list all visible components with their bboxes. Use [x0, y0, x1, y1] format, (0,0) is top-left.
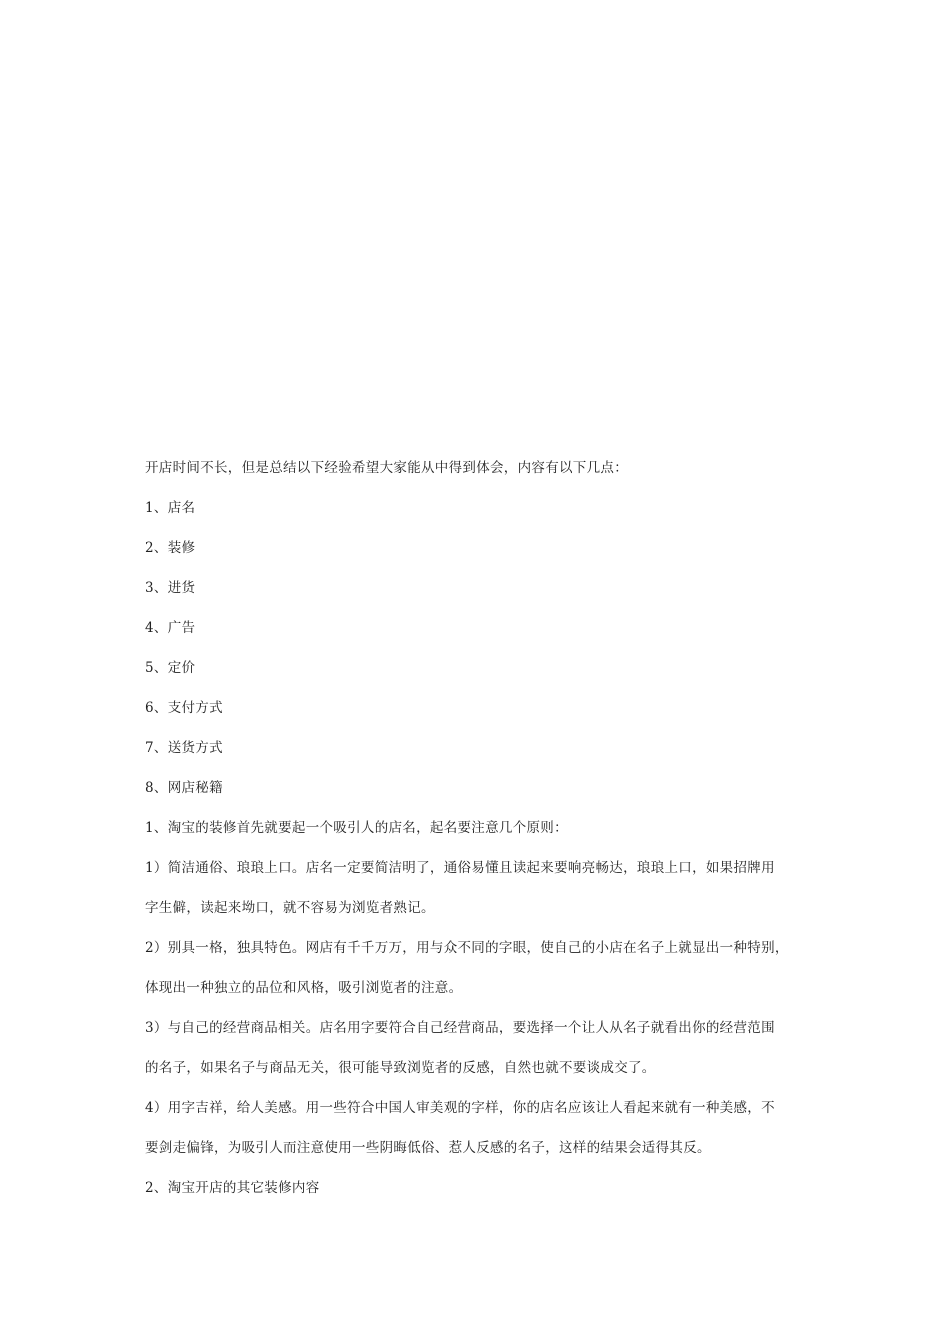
toc-item-3: 3、进货	[145, 580, 196, 596]
principle-1-line-2: 字生僻，读起来坳口，就不容易为浏览者熟记。	[145, 900, 435, 916]
toc-item-6: 6、支付方式	[145, 700, 223, 716]
principle-2-line-1: 2）别具一格，独具特色。网店有千千万万，用与众不同的字眼，使自己的小店在名子上就显出一种特别，	[145, 940, 789, 956]
toc-item-7: 7、送货方式	[145, 740, 223, 756]
section-1-heading: 1、淘宝的装修首先就要起一个吸引人的店名，起名要注意几个原则：	[145, 820, 568, 836]
toc-item-4: 4、广告	[145, 620, 196, 636]
intro-paragraph: 开店时间不长，但是总结以下经验希望大家能从中得到体会，内容有以下几点：	[145, 460, 628, 476]
section-2-heading: 2、淘宝开店的其它装修内容	[145, 1180, 320, 1196]
toc-item-5: 5、定价	[145, 660, 196, 676]
principle-1-line-1: 1）简洁通俗、琅琅上口。店名一定要简洁明了，通俗易懂且读起来要响亮畅达，琅琅上口，如果招牌用	[145, 860, 775, 876]
toc-item-2: 2、装修	[145, 540, 196, 556]
principle-3-line-1: 3）与自己的经营商品相关。店名用字要符合自己经营商品，要选择一个让人从名子就看出你的经营范围	[145, 1020, 775, 1036]
document-body	[145, 448, 810, 1208]
principle-3-line-2: 的名子，如果名子与商品无关，很可能导致浏览者的反感，自然也就不要谈成交了。	[145, 1060, 656, 1076]
principle-2-line-2: 体现出一种独立的品位和风格，吸引浏览者的注意。	[145, 980, 463, 996]
toc-item-8: 8、网店秘籍	[145, 780, 223, 796]
toc-item-1: 1、店名	[145, 500, 196, 516]
principle-4-line-1: 4）用字吉祥，给人美感。用一些符合中国人审美观的字样，你的店名应该让人看起来就有一种美感，不	[145, 1100, 775, 1116]
principle-4-line-2: 要剑走偏锋，为吸引人而注意使用一些阴晦低俗、惹人反感的名子，这样的结果会适得其反。	[145, 1140, 711, 1156]
